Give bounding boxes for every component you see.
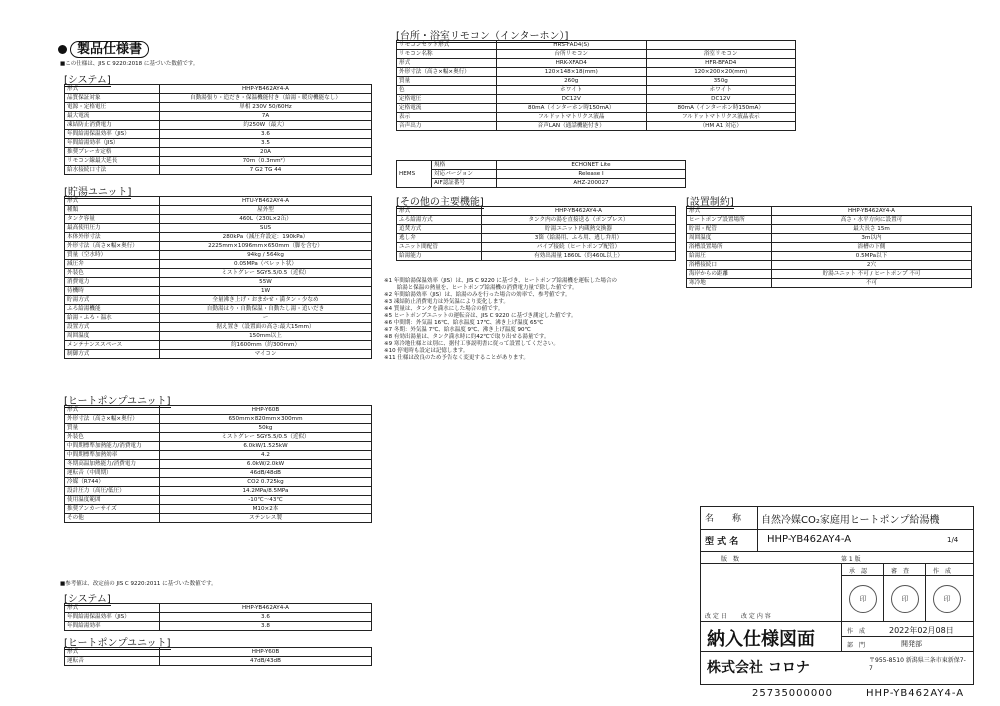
row-label: 消費電力 xyxy=(65,278,160,287)
table-row xyxy=(397,77,796,86)
table-row xyxy=(397,207,676,216)
row-label: 年間給湯効率（JIS） xyxy=(65,139,160,148)
row-value: 自動湯張り・追だき・保温機能付き（給湯・暖房機能なし） xyxy=(160,94,372,103)
table-row xyxy=(65,469,372,478)
row-value: ミストグレー 5GY5.5/0.5（近似） xyxy=(160,269,372,278)
row-value: 460L（230L×2缶） xyxy=(160,215,372,224)
table-row xyxy=(65,478,372,487)
row-label: 質量 xyxy=(65,424,160,433)
row-label: 質量（空水時） xyxy=(65,251,160,260)
footnote-line: ※2 年間給湯効率（JIS）は、給湯のみを行った場合の効率で、参考値です。 xyxy=(384,292,571,298)
table-row xyxy=(65,269,372,278)
row-label: 浴槽接続口 xyxy=(687,261,772,270)
date-label: 作 成 xyxy=(847,628,866,635)
row-label: リモコンセット形式 xyxy=(397,41,497,50)
table-row xyxy=(687,207,972,216)
row-label: 年間給湯保温効率（JIS） xyxy=(65,613,160,622)
table-row xyxy=(65,148,372,157)
row-label: リモコン名称 xyxy=(397,50,497,59)
table-row xyxy=(65,487,372,496)
doc-title: 納入仕様図面 xyxy=(707,629,815,650)
title-block xyxy=(700,506,974,685)
heatpump2-heading: [ヒートポンプユニット] xyxy=(64,634,171,650)
table-row xyxy=(65,442,372,451)
row-value: SUS xyxy=(160,224,372,233)
row-value: 屋外型 xyxy=(160,206,372,215)
row-label: 周囲温度 xyxy=(687,234,772,243)
footnote-line: ※5 ヒートポンプユニットの運転音は、JIS C 9220 に基づき測定した値です。 xyxy=(384,313,577,319)
edition-value: 第 1 版 xyxy=(841,556,861,563)
model-value: HHP-YB462AY4-A xyxy=(767,534,852,545)
row-label: AIF認証番号 xyxy=(432,179,497,188)
row-value: 貯湯ユニット 不可 / ヒートポンプ 不可 xyxy=(772,270,972,279)
row-label: メンテナンススペース xyxy=(65,341,160,350)
system2-table xyxy=(64,603,372,631)
row-label: 形式 xyxy=(65,406,160,415)
row-label: タンク容量 xyxy=(65,215,160,224)
table-row xyxy=(65,166,372,175)
row-label: 貯湯方式 xyxy=(65,296,160,305)
row-value: 貯湯ユニット内蔵熱交換器 xyxy=(482,225,676,234)
row-label: 質量 xyxy=(397,77,497,86)
footnote-line: ※8 有効出湯量は、タンク満水時に約42℃で取り出せる湯量です。 xyxy=(384,334,550,340)
bullet-icon xyxy=(58,45,67,54)
product-name: 自然冷媒CO₂家庭用ヒートポンプ給湯機 xyxy=(761,515,940,526)
row-label: 種類 xyxy=(65,206,160,215)
table-row xyxy=(397,95,796,104)
row-value: （HM A1 対応） xyxy=(646,122,796,131)
row-value: 高さ・水平方向に設置可 xyxy=(772,216,972,225)
table-row xyxy=(65,451,372,460)
check-label: 審 査 xyxy=(891,568,910,575)
row-value: 3m以内 xyxy=(772,234,972,243)
row-value: 14.2MPa/8.5MPa xyxy=(160,487,372,496)
row-label: 寒冷地 xyxy=(687,279,772,288)
row-label: ふろ給湯機能 xyxy=(65,305,160,314)
row-value: HHP-YB462AY4-A xyxy=(160,604,372,613)
table-row xyxy=(397,252,676,261)
row-label: 外形寸法（高さ×幅×奥行） xyxy=(397,68,497,77)
row-label: 音声出力 xyxy=(397,122,497,131)
row-label: 外装色 xyxy=(65,433,160,442)
row-label: 周囲温度 xyxy=(65,332,160,341)
row-value: HHP-YB462AY4-A xyxy=(482,207,676,216)
install-heading: [設置制約] xyxy=(686,193,734,209)
row-value: 浴室リモコン xyxy=(646,50,796,59)
row-label: 使用温度範囲 xyxy=(65,496,160,505)
page-title: 製品仕様書 xyxy=(58,38,149,57)
row-label: 給湯圧 xyxy=(687,252,772,261)
row-value: 約1600mm（約300mm） xyxy=(160,341,372,350)
row-value: 3.8 xyxy=(160,622,372,631)
table-row xyxy=(397,161,686,170)
row-value: 6.0kW/2.0kW xyxy=(160,460,372,469)
name-label: 名 称 xyxy=(705,514,742,524)
footnote-line: ※7 冬期：外気温 7℃、給水温度 9℃、沸き上げ温度 90℃ xyxy=(384,327,531,333)
tank-table xyxy=(64,196,372,359)
table-row xyxy=(65,496,372,505)
table-row xyxy=(397,68,796,77)
row-value: 650mm×820mm×300mm xyxy=(160,415,372,424)
table-row xyxy=(65,323,372,332)
other-heading: [その他の主要機能] xyxy=(396,193,484,209)
table-row xyxy=(687,216,972,225)
row-label: 中間期標準加熱能力/消費電力 xyxy=(65,442,160,451)
row-value: 浴槽の下側 xyxy=(772,243,972,252)
table-row xyxy=(65,112,372,121)
row-value: ステンレス製 xyxy=(160,514,372,523)
row-label: 品質保証対象 xyxy=(65,94,160,103)
row-value: 2225mm×1096mm×650mm（脚を含む） xyxy=(160,242,372,251)
table-row xyxy=(65,278,372,287)
row-value: ECHONET Lite xyxy=(497,161,686,170)
footnote-line: ※11 仕様は改良のため予告なく変更することがあります。 xyxy=(384,355,529,361)
row-value: 単相 230V 50/60Hz xyxy=(160,103,372,112)
row-label: その他 xyxy=(65,514,160,523)
date-value: 2022年02月08日 xyxy=(889,626,954,635)
row-value: M10×2本 xyxy=(160,505,372,514)
row-value: パイプ接続（ヒートポンプ配管） xyxy=(482,243,676,252)
dept-value: 開発部 xyxy=(901,640,922,648)
row-value: Release I xyxy=(497,170,686,179)
row-value: 4.2 xyxy=(160,451,372,460)
table-row xyxy=(397,104,796,113)
row-value: 全量沸き上げ・おまかせ・満タン・少なめ xyxy=(160,296,372,305)
table-row xyxy=(65,197,372,206)
row-label: 運転音（中間期） xyxy=(65,469,160,478)
row-value: -10℃〜43℃ xyxy=(160,496,372,505)
row-label: ふろ給湯方式 xyxy=(397,216,482,225)
row-value: HHP-Y60B xyxy=(160,648,372,657)
table-row xyxy=(397,243,676,252)
table-row xyxy=(65,505,372,514)
footnote-line: ※9 寒冷地仕様とは別に、据付工事説明書に従って設置してください。 xyxy=(384,341,559,347)
row-label: 冬期高温加熱能力/消費電力 xyxy=(65,460,160,469)
row-value: 47dB/43dB xyxy=(160,657,372,666)
approve-label: 承 認 xyxy=(849,568,868,575)
row-value: 3.5 xyxy=(160,139,372,148)
row-value: ミストグレー 5GY5.5/0.5（近似） xyxy=(160,433,372,442)
table-row xyxy=(397,234,676,243)
row-value: 150mm以上 xyxy=(160,332,372,341)
row-label: 最大電流 xyxy=(65,112,160,121)
row-value: CO2 0.725kg xyxy=(160,478,372,487)
row-label: 形式 xyxy=(65,604,160,613)
table-row xyxy=(397,59,796,68)
row-value: 6.0kW/1.525kW xyxy=(160,442,372,451)
row-label: 形式 xyxy=(65,197,160,206)
table-row xyxy=(65,206,372,215)
row-label: 推奨アンカーサイズ xyxy=(65,505,160,514)
row-value: 音声LAN（通話機能付き） xyxy=(497,122,647,131)
table-row xyxy=(397,86,796,95)
check-seal-icon: 印 xyxy=(891,585,919,613)
heatpump-table xyxy=(64,405,372,523)
hems-table xyxy=(396,160,686,188)
edition-label: 版 数 xyxy=(721,556,740,563)
table-row xyxy=(687,270,972,279)
table-row xyxy=(65,350,372,359)
table-row xyxy=(65,139,372,148)
footnotes xyxy=(384,278,684,362)
table-row xyxy=(397,225,676,234)
row-value: DC12V xyxy=(497,95,647,104)
table-row xyxy=(65,424,372,433)
row-label: 運転音 xyxy=(65,657,160,666)
table-row xyxy=(65,648,372,657)
bottom-note: ■参考値は、改定前の JIS C 9220:2011 に基づいた数値です。 xyxy=(60,581,217,587)
row-value: 20A xyxy=(160,148,372,157)
row-value: 据え置き（設置面の高さ:最大15mm） xyxy=(160,323,372,332)
remote-heading: [台所・浴室リモコン（インターホン）] xyxy=(396,27,568,43)
table-row xyxy=(65,260,372,269)
row-label: 海岸からの距離 xyxy=(687,270,772,279)
table-row xyxy=(687,234,972,243)
row-label: 貯湯・配管 xyxy=(687,225,772,234)
row-label: 電源・定格電圧 xyxy=(65,103,160,112)
row-label: 浴槽設置場所 xyxy=(687,243,772,252)
table-row xyxy=(397,216,676,225)
row-value: 55W xyxy=(160,278,372,287)
row-value: HHP-Y60B xyxy=(160,406,372,415)
row-value: HFR-BFAD4 xyxy=(646,59,796,68)
row-label: 形式 xyxy=(687,207,772,216)
row-label: ヒートポンプ設置場所 xyxy=(687,216,772,225)
table-row xyxy=(65,242,372,251)
table-row xyxy=(65,657,372,666)
top-note: ■この仕様は、JIS C 9220:2018 に基づいた数値です。 xyxy=(60,61,199,67)
row-value: 94kg / 564kg xyxy=(160,251,372,260)
footnote-line: ※4 質量は、タンクを満水にした場合の値です。 xyxy=(384,306,504,312)
row-value: ー xyxy=(160,314,372,323)
table-row xyxy=(65,94,372,103)
row-value: 約250W（最大） xyxy=(160,121,372,130)
row-value xyxy=(646,41,796,50)
row-label: 外形寸法（高さ×幅×奥行） xyxy=(65,242,160,251)
row-value: 350g xyxy=(646,77,796,86)
revision-date-label: 改 定 日 xyxy=(705,613,727,620)
table-row xyxy=(687,261,972,270)
table-row xyxy=(687,243,972,252)
footer-code-left: 25735000000 xyxy=(752,688,833,699)
table-row xyxy=(65,622,372,631)
row-label: 凍結防止消費電力 xyxy=(65,121,160,130)
row-label: 年間給湯効率 xyxy=(65,622,160,631)
model-label: 型 式 名 xyxy=(705,537,739,547)
row-label: 定格電流 xyxy=(397,104,497,113)
row-value: 2穴 xyxy=(772,261,972,270)
approve-seal-icon: 印 xyxy=(849,585,877,613)
row-value: フルドットマトリクス液晶 xyxy=(497,113,647,122)
row-value: 最大長さ 15m xyxy=(772,225,972,234)
table-row xyxy=(397,50,796,59)
table-row xyxy=(65,251,372,260)
row-label: 形式 xyxy=(65,85,160,94)
table-row xyxy=(687,225,972,234)
row-value: HRS-FAD4(S) xyxy=(497,41,647,50)
row-value: 3.6 xyxy=(160,130,372,139)
table-row xyxy=(65,406,372,415)
table-row xyxy=(65,85,372,94)
row-label: 中間期標準加熱効率 xyxy=(65,451,160,460)
table-row xyxy=(397,122,796,131)
row-label: 外形寸法（高さ×幅×奥行） xyxy=(65,415,160,424)
row-value: AHZ-200027 xyxy=(497,179,686,188)
row-value: 3.6 xyxy=(160,613,372,622)
row-value: フルドットマトリクス液晶表示 xyxy=(646,113,796,122)
row-label: 給湯能力 xyxy=(397,252,482,261)
row-label: 給水接続口寸法 xyxy=(65,166,160,175)
table-row xyxy=(397,170,686,179)
other-table xyxy=(396,206,676,261)
row-label: 制御方式 xyxy=(65,350,160,359)
row-value: 120×148×18(mm) xyxy=(497,68,647,77)
row-value: 260g xyxy=(497,77,647,86)
row-value: 0.5MPa以下 xyxy=(772,252,972,261)
page-number: 1/4 xyxy=(947,536,959,544)
row-label: ユニット間配管 xyxy=(397,243,482,252)
dept-label: 部 門 xyxy=(847,642,866,649)
row-value: 台所リモコン xyxy=(497,50,647,59)
row-label: 形式 xyxy=(397,207,482,216)
row-value: 7 G2 TG 44 xyxy=(160,166,372,175)
table-row xyxy=(65,514,372,523)
heatpump-heading: [ヒートポンプユニット] xyxy=(64,392,171,408)
row-label: 設置方式 xyxy=(65,323,160,332)
row-label: 年間給湯保温効率（JIS） xyxy=(65,130,160,139)
table-row xyxy=(397,41,796,50)
row-label: 逃し弁 xyxy=(397,234,482,243)
footnote-line: ※3 凍結防止消費電力は外気温により変化します。 xyxy=(384,299,509,305)
row-value: 80mA（インターホン時150mA） xyxy=(646,104,796,113)
row-value: 7A xyxy=(160,112,372,121)
row-value: HRK-XFAD4 xyxy=(497,59,647,68)
row-value: 0.05MPa（ペレット状） xyxy=(160,260,372,269)
table-row xyxy=(65,415,372,424)
table-row xyxy=(687,279,972,288)
tank-heading: [貯湯ユニット] xyxy=(64,183,131,199)
table-row xyxy=(65,103,372,112)
footnote-line: ※1 年間給湯保温効率（JIS）は、JIS C 9220 に基づき、ヒートポンプ給湯機を運転した場合の xyxy=(384,278,617,284)
table-row xyxy=(65,305,372,314)
row-label: 推奨ブレーカ定格 xyxy=(65,148,160,157)
row-value: 120×200×20(mm) xyxy=(646,68,796,77)
table-row xyxy=(65,215,372,224)
revision-content-label: 改 定 内 容 xyxy=(741,613,771,620)
row-value: タンク内の湯を直接送る（ポンプレス） xyxy=(482,216,676,225)
create-label: 作 成 xyxy=(933,568,952,575)
row-label: 形式 xyxy=(65,648,160,657)
table-row xyxy=(65,341,372,350)
row-label: 定格電圧 xyxy=(397,95,497,104)
install-table xyxy=(686,206,972,288)
table-row xyxy=(65,130,372,139)
row-label: リモコン線最大延長 xyxy=(65,157,160,166)
row-value: 280kPa（減圧弁設定：190kPa） xyxy=(160,233,372,242)
row-label: 待機時 xyxy=(65,287,160,296)
table-row xyxy=(65,296,372,305)
table-row xyxy=(65,604,372,613)
row-value: DC12V xyxy=(646,95,796,104)
row-value: HHP-YB462AY4-A xyxy=(160,85,372,94)
table-row xyxy=(687,252,972,261)
table-row xyxy=(65,287,372,296)
footnote-line: 給湯と保温の熱量を、ヒートポンプ給湯機の消費電力量で除した値です。 xyxy=(384,285,578,291)
row-value: 70m（0.3mm²） xyxy=(160,157,372,166)
hems-label: HEMS xyxy=(397,161,432,188)
row-label: 給湯・ふろ・温水 xyxy=(65,314,160,323)
row-label: 形式 xyxy=(397,59,497,68)
row-label: 追焚方式 xyxy=(397,225,482,234)
footer-code-right: HHP-YB462AY4-A xyxy=(866,688,965,699)
footnote-line: ※10 停電時も設定は記憶します。 xyxy=(384,348,469,354)
row-value: 1W xyxy=(160,287,372,296)
row-label: 色 xyxy=(397,86,497,95)
row-label: 最高使用圧力 xyxy=(65,224,160,233)
row-label: 対応バージョン xyxy=(432,170,497,179)
row-value: 有効出湯量 1860L（約460L以上） xyxy=(482,252,676,261)
row-label: 冷媒（R744） xyxy=(65,478,160,487)
row-value: ホワイト xyxy=(646,86,796,95)
row-value: 46dB/48dB xyxy=(160,469,372,478)
heatpump2-table xyxy=(64,647,372,666)
footnote-line: ※6 中間期：外気温 16℃、給水温度 17℃、沸き上げ温度 65℃ xyxy=(384,320,544,326)
system2-heading: [システム] xyxy=(64,590,111,606)
table-row xyxy=(65,157,372,166)
company-name: 株式会社 コロナ xyxy=(707,660,810,676)
row-value: ホワイト xyxy=(497,86,647,95)
table-row xyxy=(65,121,372,130)
row-label: 規格 xyxy=(432,161,497,170)
row-label: 外装色 xyxy=(65,269,160,278)
row-value: 自動湯はり・自動保温・自動たし湯・追いだき xyxy=(160,305,372,314)
row-value: 50kg xyxy=(160,424,372,433)
row-value: 80mA（インターホン時150mA） xyxy=(497,104,647,113)
row-value: 不可 xyxy=(772,279,972,288)
row-label: 表示 xyxy=(397,113,497,122)
table-row xyxy=(65,433,372,442)
row-label: 本体外形寸法 xyxy=(65,233,160,242)
system-heading: [システム] xyxy=(64,71,111,87)
table-row xyxy=(65,460,372,469)
row-value: HHP-YB462AY4-A xyxy=(772,207,972,216)
table-row xyxy=(65,613,372,622)
company-address: 〒955-8510 新潟県三条市東新保7-7 xyxy=(869,657,966,672)
row-value: HTU-YB462AY4-A xyxy=(160,197,372,206)
system-table xyxy=(64,84,372,175)
row-value: 3箇（給湯用、ふろ用、逃し弁用） xyxy=(482,234,676,243)
table-row xyxy=(65,332,372,341)
remote-table xyxy=(396,40,796,131)
table-row xyxy=(397,113,796,122)
table-row xyxy=(65,314,372,323)
table-row xyxy=(65,224,372,233)
row-label: 設計圧力（高圧/低圧） xyxy=(65,487,160,496)
table-row xyxy=(397,179,686,188)
row-value: マイコン xyxy=(160,350,372,359)
table-row xyxy=(65,233,372,242)
create-seal-icon: 印 xyxy=(933,585,961,613)
row-label: 減圧弁 xyxy=(65,260,160,269)
